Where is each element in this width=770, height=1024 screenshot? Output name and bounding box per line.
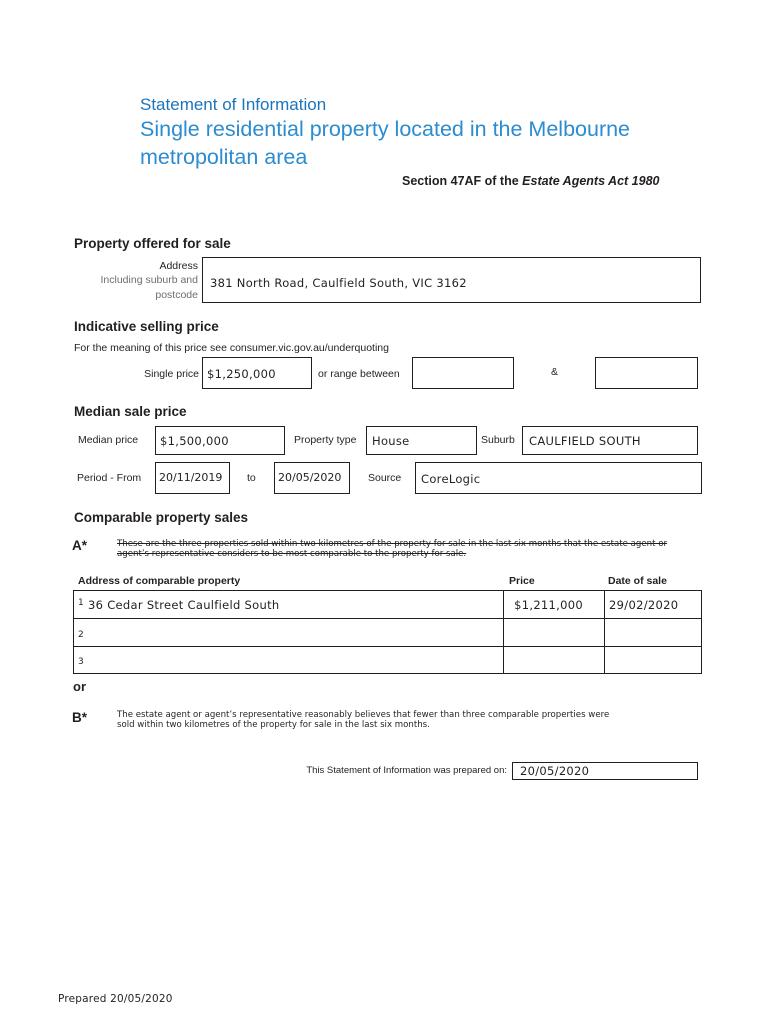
comparable-date-cell[interactable] xyxy=(605,647,702,674)
range-to-field[interactable] xyxy=(595,357,698,389)
single-price-field[interactable] xyxy=(202,357,312,389)
comparable-address-cell[interactable] xyxy=(74,591,504,619)
col-price-header: Price xyxy=(509,575,535,587)
table-row xyxy=(74,591,702,619)
comparable-date-cell[interactable] xyxy=(605,591,702,619)
address-value: 381 North Road, Caulfield South, VIC 3162 xyxy=(210,276,467,290)
act-name: Estate Agents Act 1980 xyxy=(522,174,660,188)
comparable-price-cell[interactable] xyxy=(504,591,605,619)
property-type-value: House xyxy=(372,434,410,448)
comparable-table xyxy=(73,590,702,674)
col-address-header: Address of comparable property xyxy=(78,575,241,587)
prepared-on-value: 20/05/2020 xyxy=(520,764,590,778)
median-price-field[interactable] xyxy=(155,426,285,455)
prepared-on-label: This Statement of Information was prepared on: xyxy=(306,765,507,776)
range-ampersand: & xyxy=(551,366,559,378)
comparable-price-cell[interactable] xyxy=(504,619,605,647)
comparable-address-cell[interactable] xyxy=(74,619,504,647)
table-row xyxy=(74,647,702,674)
period-to-label: to xyxy=(247,472,256,484)
period-from-field[interactable] xyxy=(155,462,230,494)
property-heading: Property offered for sale xyxy=(74,236,231,251)
page-subtitle-line-2: metropolitan area xyxy=(140,145,308,169)
option-b-marker: B* xyxy=(72,710,88,725)
source-label: Source xyxy=(368,472,402,484)
comparable-date-cell[interactable] xyxy=(605,619,702,647)
option-b-text-line-2: sold within two kilometres of the property for sale in the last six months. xyxy=(117,720,430,730)
median-heading: Median sale price xyxy=(74,404,187,419)
suburb-field[interactable] xyxy=(522,426,698,455)
property-type-label: Property type xyxy=(294,434,357,446)
period-from-value: 20/11/2019 xyxy=(159,471,223,484)
table-row xyxy=(74,619,702,647)
suburb-label: Suburb xyxy=(481,434,515,446)
median-price-value: $1,500,000 xyxy=(160,434,229,448)
prepared-on-field[interactable] xyxy=(512,762,698,780)
col-date-header: Date of sale xyxy=(608,575,667,587)
page-subtitle-line-1: Single residential property located in the Melbourne xyxy=(140,117,631,141)
suburb-value: CAULFIELD SOUTH xyxy=(529,434,641,448)
row-number: 2 xyxy=(78,629,85,640)
period-from-label: Period - From xyxy=(77,472,142,484)
comparable-price: $1,211,000 xyxy=(514,597,583,612)
single-price-label: Single price xyxy=(144,368,199,380)
comparable-heading: Comparable property sales xyxy=(74,510,249,525)
option-a-marker: A* xyxy=(72,538,88,553)
address-label-sub-1: Including suburb and xyxy=(100,274,198,286)
address-label: Address xyxy=(159,260,198,272)
section-reference xyxy=(402,174,659,188)
period-to-field[interactable] xyxy=(274,462,350,494)
footer-prepared: Prepared 20/05/2020 xyxy=(58,993,173,1005)
option-b-text-line-1: The estate agent or agent’s representative reasonably believes that fewer than three comparable properties were xyxy=(117,710,610,720)
range-from-field[interactable] xyxy=(412,357,514,389)
source-value: CoreLogic xyxy=(421,472,481,486)
median-price-label: Median price xyxy=(78,434,139,446)
comparable-address-cell[interactable] xyxy=(74,647,504,674)
comparable-price-cell[interactable] xyxy=(504,647,605,674)
indicative-heading: Indicative selling price xyxy=(74,319,219,334)
address-field[interactable] xyxy=(202,257,701,303)
row-number: 1 xyxy=(78,597,85,608)
underquoting-note: For the meaning of this price see consumer.vic.gov.au/underquoting xyxy=(74,342,389,354)
or-separator: or xyxy=(73,679,86,694)
comparable-address: 36 Cedar Street Caulfield South xyxy=(88,597,280,612)
single-price-value: $1,250,000 xyxy=(207,367,276,381)
section-prefix: Section 47AF of the xyxy=(402,174,523,188)
range-label: or range between xyxy=(318,368,400,380)
row-number: 3 xyxy=(78,657,85,667)
period-to-value: 20/05/2020 xyxy=(278,471,342,484)
page-title: Statement of Information xyxy=(140,95,327,114)
property-type-field[interactable] xyxy=(366,426,477,455)
option-a-text: These are the three properties sold within two kilometres of the property for sale in the last six months that the estate agent or agent’s representative considers to be most comparable to the property for sale. xyxy=(117,539,668,559)
address-label-sub-2: postcode xyxy=(155,289,198,301)
source-field[interactable] xyxy=(415,462,702,494)
comparable-date: 29/02/2020 xyxy=(609,597,679,612)
